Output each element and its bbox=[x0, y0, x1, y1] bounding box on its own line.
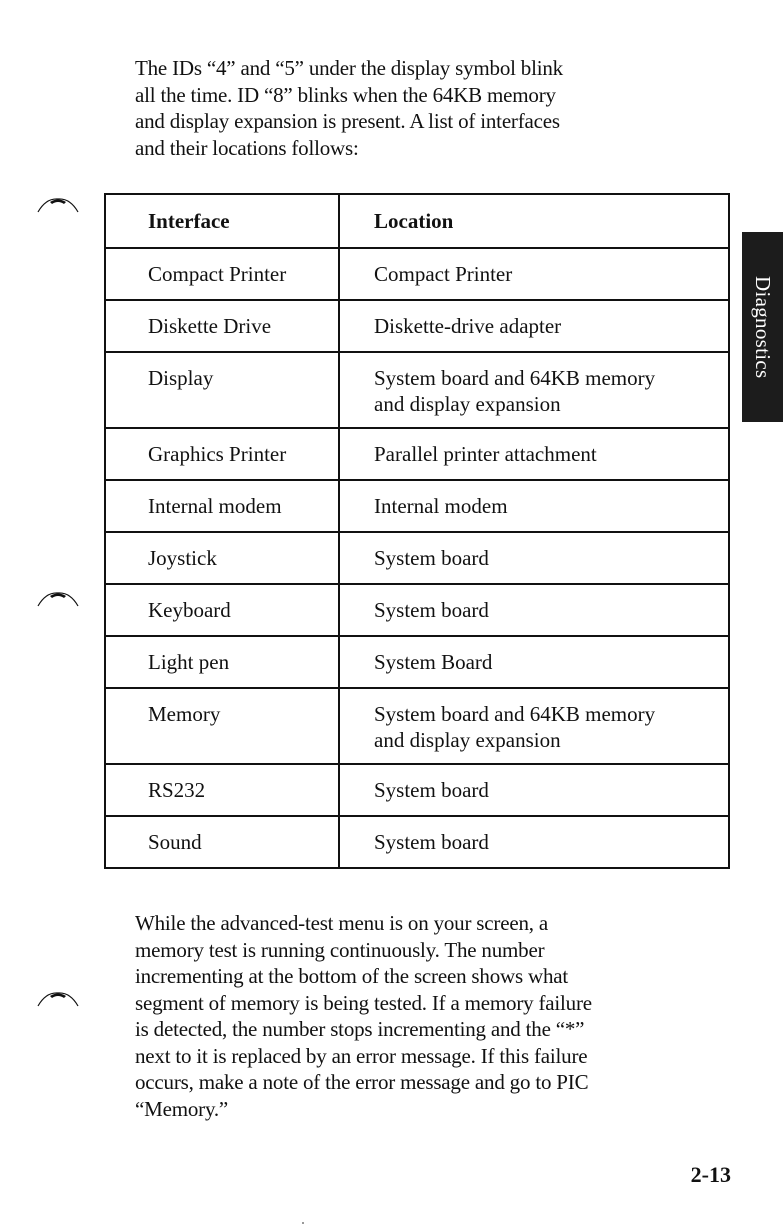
table-row bbox=[105, 300, 729, 352]
location-cell bbox=[339, 352, 729, 428]
table-row bbox=[105, 584, 729, 636]
interface-cell: RS232 bbox=[105, 764, 339, 816]
table-row bbox=[105, 688, 729, 764]
location-cell bbox=[339, 688, 729, 764]
interface-cell: Sound bbox=[105, 816, 339, 868]
margin-mark-icon bbox=[36, 196, 80, 214]
interface-cell: Graphics Printer bbox=[105, 428, 339, 480]
intro-line: and their locations follows: bbox=[135, 135, 359, 160]
interface-cell: Light pen bbox=[105, 636, 339, 688]
table-row bbox=[105, 352, 729, 428]
location-cell: System board bbox=[339, 532, 729, 584]
outro-line: incrementing at the bottom of the screen shows what bbox=[135, 964, 569, 988]
interface-cell: Compact Printer bbox=[105, 248, 339, 300]
table-row bbox=[105, 816, 729, 868]
location-cell: Internal modem bbox=[339, 480, 729, 532]
interface-cell: Internal modem bbox=[105, 480, 339, 532]
location-line: and display expansion bbox=[374, 728, 561, 752]
outro-paragraph bbox=[135, 910, 695, 1122]
location-cell: System board bbox=[339, 816, 729, 868]
table-header-row bbox=[105, 194, 729, 248]
outro-line: While the advanced-test menu is on your screen, a bbox=[135, 911, 548, 935]
location-line: System board and 64KB memory bbox=[374, 366, 656, 390]
table-row bbox=[105, 532, 729, 584]
interface-cell: Keyboard bbox=[105, 584, 339, 636]
table-row bbox=[105, 480, 729, 532]
interface-location-table bbox=[104, 193, 730, 869]
outro-line: segment of memory is being tested. If a memory failure bbox=[135, 990, 592, 1015]
interface-cell: Joystick bbox=[105, 532, 339, 584]
interface-cell: Diskette Drive bbox=[105, 300, 339, 352]
outro-line: “Memory.” bbox=[135, 1096, 229, 1121]
location-cell: System Board bbox=[339, 636, 729, 688]
outro-line: occurs, make a note of the error message and go to PIC bbox=[135, 1070, 589, 1094]
intro-line: all the time. ID “8” blinks when the 64KB memory bbox=[135, 82, 556, 107]
outro-line: is detected, the number stops incrementing and the “*” bbox=[135, 1017, 585, 1041]
location-cell: Compact Printer bbox=[339, 248, 729, 300]
interface-cell: Memory bbox=[105, 688, 339, 764]
location-cell: Parallel printer attachment bbox=[339, 428, 729, 480]
location-line: and display expansion bbox=[374, 392, 561, 416]
intro-line: and display expansion is present. A list of interfaces bbox=[135, 109, 560, 133]
outro-line: memory test is running continuously. The number bbox=[135, 937, 545, 962]
location-cell: System board bbox=[339, 584, 729, 636]
table-row bbox=[105, 428, 729, 480]
header-location: Location bbox=[339, 194, 729, 248]
table-row bbox=[105, 764, 729, 816]
intro-paragraph bbox=[135, 55, 695, 161]
header-interface: Interface bbox=[105, 194, 339, 248]
location-cell: Diskette-drive adapter bbox=[339, 300, 729, 352]
margin-mark-icon bbox=[36, 590, 80, 608]
page-number: 2-13 bbox=[690, 1162, 731, 1187]
table-row bbox=[105, 636, 729, 688]
scan-speck bbox=[302, 1222, 304, 1224]
section-tab-label: Diagnostics bbox=[751, 275, 775, 379]
margin-mark-icon bbox=[36, 990, 80, 1008]
outro-line: next to it is replaced by an error message. If this failure bbox=[135, 1043, 588, 1068]
location-line: System board and 64KB memory bbox=[374, 702, 656, 726]
table-row bbox=[105, 248, 729, 300]
intro-line: The IDs “4” and “5” under the display symbol blink bbox=[135, 56, 563, 80]
interface-cell: Display bbox=[105, 352, 339, 428]
location-cell: System board bbox=[339, 764, 729, 816]
